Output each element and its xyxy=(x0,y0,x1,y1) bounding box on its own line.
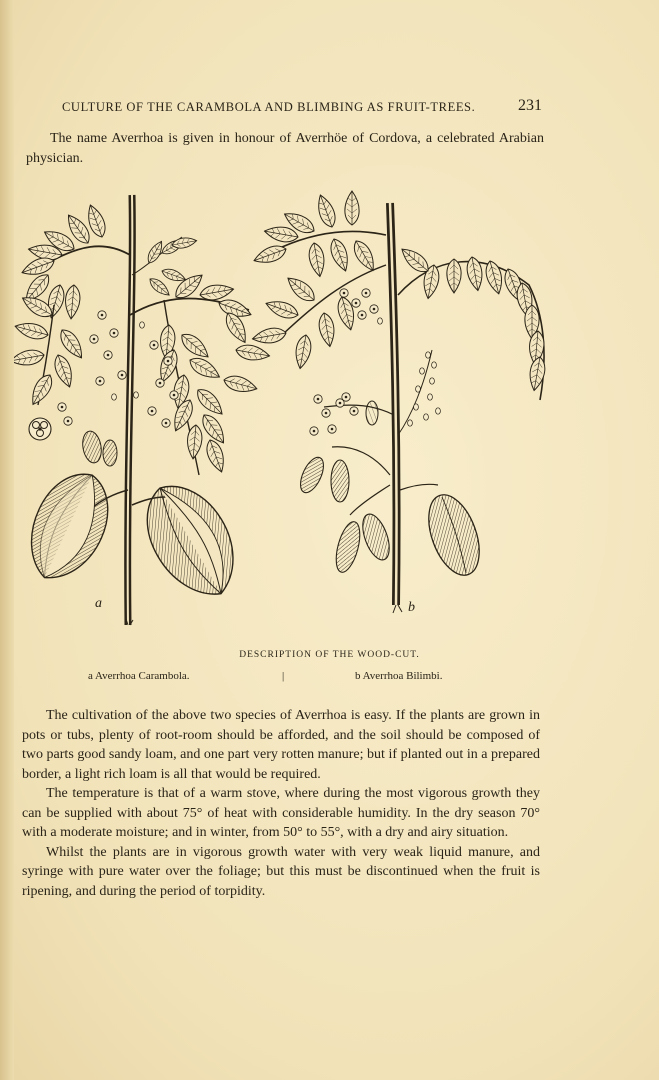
botanical-woodcut-illustration xyxy=(14,185,559,630)
plant-b-bilimbi xyxy=(251,191,547,613)
body-text xyxy=(22,706,540,901)
legend-item-a: a Averrhoa Carambola. xyxy=(88,670,190,682)
figure-label-b: b xyxy=(408,600,415,615)
paragraph-watering: Whilst the plants are in vigorous growth water with very weak liquid manure, and syringe with pure water over the foliage; but this must be discontinued when the fruit is ripening, and during the period of torpidity. xyxy=(22,844,540,899)
legend-item-b: b Averrhoa Bilimbi. xyxy=(355,670,443,682)
legend-separator: | xyxy=(282,670,285,682)
figure-label-a: a xyxy=(95,596,102,611)
paragraph-cultivation: The cultivation of the above two species of Averrhoa is easy. If the plants are grown in pots or tubs, plenty of root-room should be afforded, and the soil should be composed of two parts good sandy loam, and one part very rotten manure; but if planted out in a prepared border, a light rich loam is all that would be required. xyxy=(22,708,540,782)
intro-paragraph: The name Averrhoa is given in honour of Averrhöe of Cordova, a celebrated Arabian physician. xyxy=(26,131,544,166)
page-number: 231 xyxy=(518,97,542,114)
paragraph-temperature: The temperature is that of a warm stove, where during the most vigorous growth they can be supplied with about 75° of heat with considerable humidity. In the dry season 70° with a moderate moisture; and in winter, from 50° to 55°, with a dry and airy situation. xyxy=(22,786,540,840)
running-header xyxy=(62,98,542,118)
page-gutter-shadow xyxy=(0,0,14,1080)
running-title: CULTURE OF THE CARAMBOLA AND BLIMBING AS FRUIT-TREES. xyxy=(62,100,476,114)
plant-a-carambola xyxy=(14,195,271,625)
caption-heading: DESCRIPTION OF THE WOOD-CUT. xyxy=(239,650,420,660)
